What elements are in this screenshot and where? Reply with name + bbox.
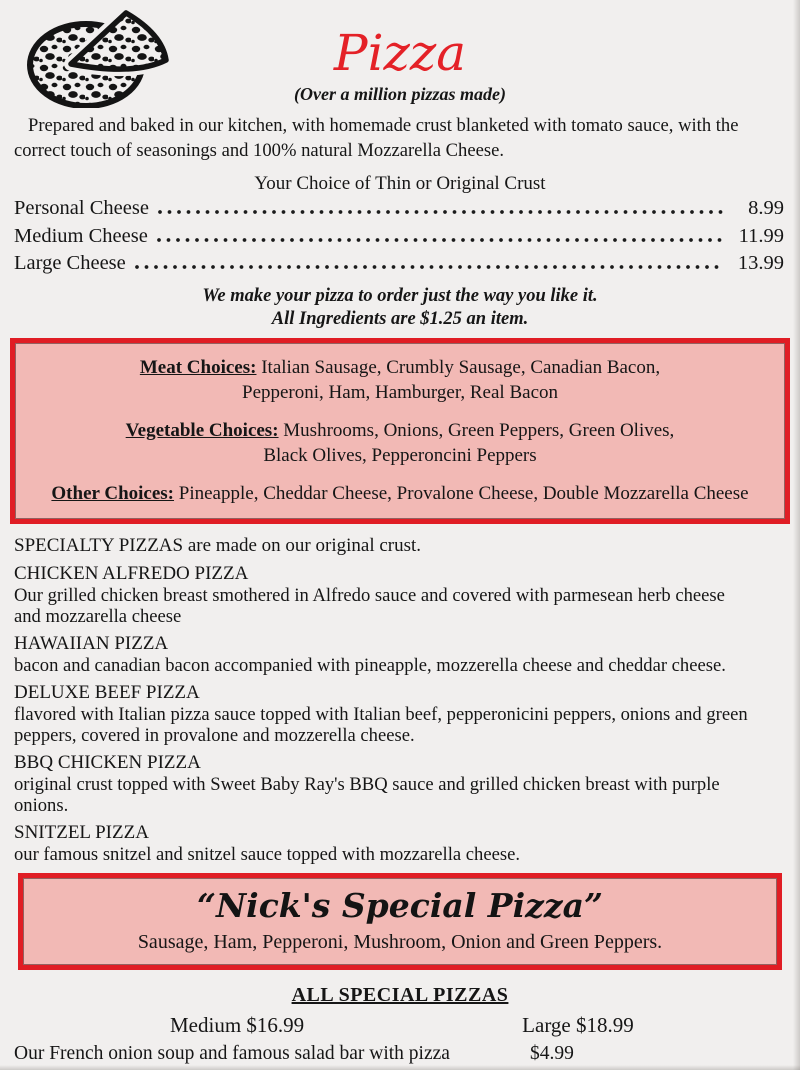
dotted-leader [135, 265, 724, 269]
specialty-item [14, 563, 786, 627]
choices-label: Meat Choices: [139, 356, 257, 378]
soup-salad-price: $4.99 [530, 1042, 574, 1064]
note-text: All Ingredients are $1.25 an item. [271, 308, 529, 329]
description-line: peppers, covered in provalone and mozzerella cheese. [14, 724, 415, 746]
specialty-item [14, 682, 786, 746]
item-name: Large Cheese [14, 252, 126, 274]
specialty-item-name: HAWAIIAN PIZZA [14, 632, 169, 654]
specialty-item-name: BBQ CHICKEN PIZZA [14, 751, 201, 773]
specialty-intro-caps: SPECIALTY PIZZAS [14, 534, 184, 556]
choices-label: Vegetable Choices: [125, 419, 279, 441]
specialty-item-name: CHICKEN ALFREDO PIZZA [14, 562, 249, 584]
choices-line [39, 481, 761, 506]
item-price: 11.99 [738, 224, 784, 247]
intro-line: Prepared and baked in our kitchen, with homemade crust blanketed with tomato sauce, with the [28, 115, 739, 136]
medium-special-price: Medium $16.99 [170, 1012, 305, 1037]
special-pizza-prices-row [0, 1012, 800, 1038]
soup-salad-row [14, 1042, 786, 1066]
specialty-item-description [14, 585, 786, 627]
nicks-special-description: Sausage, Ham, Pepperoni, Mushroom, Onion and Green Peppers. [137, 930, 663, 953]
choices-line: Pepperoni, Ham, Hamburger, Real Bacon [242, 381, 558, 403]
description-line: bacon and canadian bacon accompanied with pineapple, mozzerella cheese and cheddar cheese. [14, 654, 726, 676]
choices-items: Mushrooms, Onions, Green Peppers, Green Olives, [283, 419, 675, 441]
choices-items: Italian Sausage, Crumbly Sausage, Canadian Bacon, [261, 356, 661, 378]
specialty-item-description [14, 844, 786, 865]
description-line: Our grilled chicken breast smothered in Alfredo sauce and covered with parmesean herb cheese [14, 584, 725, 606]
page-title: Pizza [333, 24, 467, 82]
description-line: onions. [14, 794, 69, 816]
note-text: We make your pizza to order just the way you like it. [202, 285, 598, 306]
choices-line: Black Olives, Pepperoncini Peppers [263, 444, 537, 466]
dotted-leader [158, 210, 724, 214]
toppings-choices-box [10, 338, 790, 524]
scan-edge [0, 1065, 800, 1070]
choices-line [39, 355, 761, 380]
cheese-price-list [0, 197, 800, 280]
specialty-item-description [14, 704, 786, 746]
menu-item-row [14, 252, 784, 280]
item-price: 8.99 [748, 197, 784, 219]
all-special-pizzas-heading: ALL SPECIAL PIZZAS [291, 983, 509, 1006]
vegetable-choices-group [39, 418, 761, 468]
menu-item-row [14, 225, 784, 253]
specialty-intro-rest: are made on our original crust. [183, 534, 422, 556]
item-name: Personal Cheese [14, 197, 149, 219]
specialty-item-name: DELUXE BEEF PIZZA [14, 681, 200, 703]
item-name: Medium Cheese [14, 224, 148, 247]
intro-text [14, 113, 786, 163]
choices-items: Pineapple, Cheddar Cheese, Provalone Cheese, Double Mozzarella Cheese [178, 482, 749, 504]
specialty-item [14, 752, 786, 816]
large-special-price: Large $18.99 [522, 1012, 634, 1037]
nicks-special-title: “Nick's Special Pizza” [197, 885, 603, 925]
soup-salad-label: Our French onion soup and famous salad bar with pizza [14, 1042, 450, 1064]
crust-choice-text: Your Choice of Thin or Original Crust [254, 173, 546, 194]
specialty-intro [14, 535, 786, 557]
specialty-item-description [14, 774, 786, 816]
description-line: and mozzarella cheese [14, 605, 182, 627]
dotted-leader [157, 238, 724, 242]
description-line: original crust topped with Sweet Baby Ray's BBQ sauce and grilled chicken breast with purple [14, 773, 720, 795]
specialty-item-name: SNITZEL PIZZA [14, 821, 149, 843]
menu-item-row [14, 197, 784, 225]
description-line: flavored with Italian pizza sauce topped with Italian beef, pepperonicini peppers, onions and green [14, 703, 748, 725]
other-choices-group [39, 481, 761, 506]
page-subtitle: (Over a million pizzas made) [294, 84, 506, 104]
choices-label: Other Choices: [51, 482, 175, 504]
specialty-item [14, 822, 786, 865]
nicks-special-box [18, 873, 782, 970]
choices-line [39, 418, 761, 443]
scan-edge [793, 0, 800, 1070]
intro-line: correct touch of seasonings and 100% natural Mozzarella Cheese. [14, 140, 504, 161]
meat-choices-group [39, 355, 761, 405]
item-price: 13.99 [737, 252, 784, 274]
pizza-illustration-icon [16, 6, 174, 108]
specialty-item-description [14, 655, 786, 676]
specialty-item [14, 633, 786, 676]
description-line: our famous snitzel and snitzel sauce topped with mozzarella cheese. [14, 843, 520, 865]
